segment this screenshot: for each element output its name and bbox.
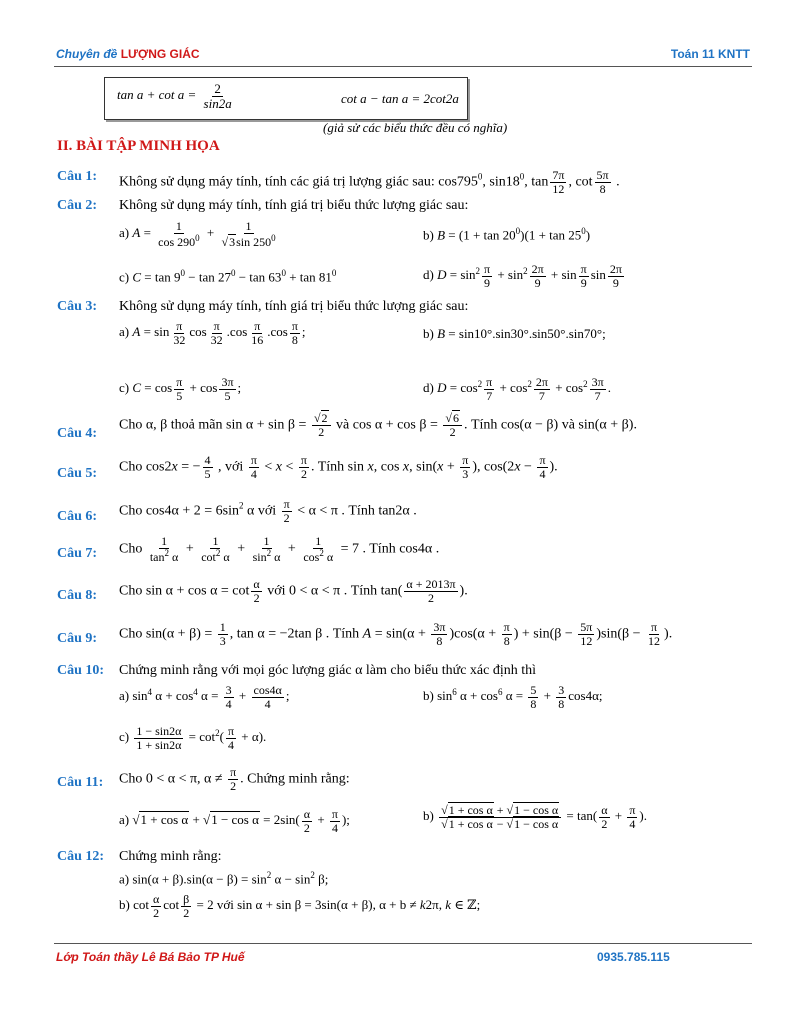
question-label: Câu 6: [57, 509, 98, 524]
question-text: Cho 0 < α < π, α ≠ $\frac{\pi}{2}$ . Chứng minh rằng: [119, 765, 350, 793]
header-divider [54, 66, 752, 67]
footer-phone: 0935.785.115 [597, 950, 670, 964]
item-11a: a) √1 + cos α + √1 − cos α = 2sin( $\frac{\alpha}{2}$ + $\frac{\pi}{4}$ ); [119, 807, 350, 835]
formula-box [104, 77, 468, 120]
item-3b: b) B = sin10°.sin30°.sin50°.sin70°; [423, 326, 606, 341]
question-label: Câu 4: [57, 426, 98, 441]
item-10b: b) $\sin^6 \alpha + \cos^6 \alpha$ = $\frac{5}{8}$ + $\frac{3}{8}$ cos4α; [423, 683, 603, 711]
question-label: Câu 5: [57, 466, 98, 481]
question-text: Không sử dụng máy tính, tính giá trị biểu thức lượng giác sau: [119, 299, 469, 314]
question-label: Câu 9: [57, 631, 98, 646]
item-10c: c) $\frac{1 - \sin 2\alpha}{1 + \sin 2\alpha}$ = $\cot^2$( $\frac{\pi}{4}$ + α). [119, 724, 267, 752]
question-text: Cho sin(α + β) = $\frac{1}{3}$ , tan α = −2tan β . Tính A = sin(α + $\frac{3\pi}{8}$ )cos(α + $\frac{\pi}{8}$ ) + sin(β − $\frac{5\pi}{12}$ )sin(β − $\frac{\pi}{12}$ ). [119, 620, 673, 648]
question-text: Cho $\cos 4\alpha + 2 = 6\sin^2$ α với $\frac{\pi}{2}$ < α < π . Tính tan2α . [119, 497, 417, 525]
header-title [56, 47, 200, 61]
question-text: Cho sin α + cos α = cot $\frac{\alpha}{2}$ với 0 < α < π . Tính tan( $\frac{\alpha + 2013\pi}{2}$ ). [119, 577, 468, 605]
question-text: Cho α, β thoả mãn sin α + sin β = $\frac{√2}{2}$ và cos α + cos β = $\frac{√6}{2}$ . Tính cos(α − β) và sin(α + β). [119, 411, 637, 439]
question-label: Câu 3: [57, 299, 98, 314]
header-topic: LƯỢNG GIÁC [120, 47, 200, 61]
item-12a: a) $\sin(\alpha + \beta).\sin(\alpha - \beta) = \sin^2 \alpha - \sin^2 \beta$; [119, 870, 329, 887]
question-text: Chứng minh rằng: [119, 849, 222, 864]
question-label: Câu 8: [57, 588, 98, 603]
note: (giả sử các biểu thức đều có nghĩa) [323, 120, 508, 135]
section-title: II. BÀI TẬP MINH HỌA [57, 138, 220, 154]
question-label: Câu 7: [57, 546, 98, 561]
question-text: Không sử dụng máy tính, tính các giá trị lượng giác sau: $\cos 795^0$, $\sin 18^0$, tan $\frac{7\pi}{12}$ , cot $\frac{5\pi}{8}$ . [119, 168, 620, 196]
question-text: Cho cos2x = − $\frac{4}{5}$ , với $\frac{\pi}{4}$ < x < $\frac{\pi}{2}$ . Tính sin x, cos x, sin(x + $\frac{\pi}{3}$ ), cos(2x − $\frac{\pi}{4}$ ). [119, 453, 558, 481]
item-2b: b) $B = (1 + \tan 20^0)(1 + \tan 25^0)$ [423, 226, 591, 243]
question-label: Câu 11: [57, 775, 104, 790]
item-3d: d) $D = \cos^2$ $\frac{\pi}{7}$ + $\cos^2$ $\frac{2\pi}{7}$ + $\cos^2$ $\frac{3\pi}{7}$ . [423, 375, 611, 403]
question-label: Câu 2: [57, 198, 98, 213]
question-text: Chứng minh rằng với mọi góc lượng giác α làm cho biểu thức xác định thì [119, 663, 536, 678]
item-3a: a) A = sin $\frac{\pi}{32}$ cos $\frac{\pi}{32}$ .cos $\frac{\pi}{16}$ .cos $\frac{\pi}{8}$ ; [119, 319, 306, 347]
question-label: Câu 1: [57, 169, 98, 184]
question-text: Không sử dụng máy tính, tính giá trị biểu thức lượng giác sau: [119, 198, 469, 213]
formula-cot-tan: cot a − tan a = 2cot2a [341, 91, 459, 106]
question-label: Câu 12: [57, 849, 105, 864]
item-10a: a) $\sin^4 \alpha + \cos^4 \alpha$ = $\frac{3}{4}$ + $\frac{\cos 4\alpha}{4}$ ; [119, 683, 290, 711]
formula-tan-cot: tan a + cot a = $\frac{2}{\sin 2a}$ [117, 81, 232, 111]
question-label: Câu 10: [57, 663, 105, 678]
footer-divider [54, 943, 752, 944]
item-11b: b) $\frac{\text{√1 + cos α + √1 − cos α}}{\text{√1 + cos α − √1 − cos α}}$ = tan( $\frac{\alpha}{2}$ + $\frac{\pi}{4}$ ). [423, 803, 648, 831]
header-course: Toán 11 KNTT [670, 47, 750, 61]
footer-teacher: Lớp Toán thầy Lê Bá Bảo TP Huế [56, 950, 245, 964]
item-2d: d) $D = \sin^2$ $\frac{\pi}{9}$ + $\sin^2$ $\frac{2\pi}{9}$ + sin $\frac{\pi}{9}$ sin $\frac{2\pi}{9}$ [423, 262, 622, 290]
item-2a: a) A = $\frac{1}{\cos 290^0}$ + $\frac{1}{√3\sin 250^0}$ [119, 219, 276, 249]
question-text: Cho $\frac{1}{\tan^2 \alpha}$ + $\frac{1}{\cot^2 \alpha}$ + $\frac{1}{\sin^2 \alpha}$ + $\frac{1}{\cos^2 \alpha}$ = 7 . Tính cos4α . [119, 534, 440, 564]
item-2c: c) $C = \tan 9^0 - \tan 27^0 - \tan 63^0 + \tan 81^0$ [119, 268, 337, 285]
header-prefix: Chuyên đề [56, 47, 118, 61]
item-3c: c) C = cos $\frac{\pi}{5}$ + cos $\frac{3\pi}{5}$ ; [119, 375, 242, 403]
item-12b: b) cot $\frac{\alpha}{2}$ cot $\frac{\beta}{2}$ = 2 với sin α + sin β = 3sin(α + β), α + b ≠ k2π, k ∈ ℤ; [119, 892, 481, 920]
